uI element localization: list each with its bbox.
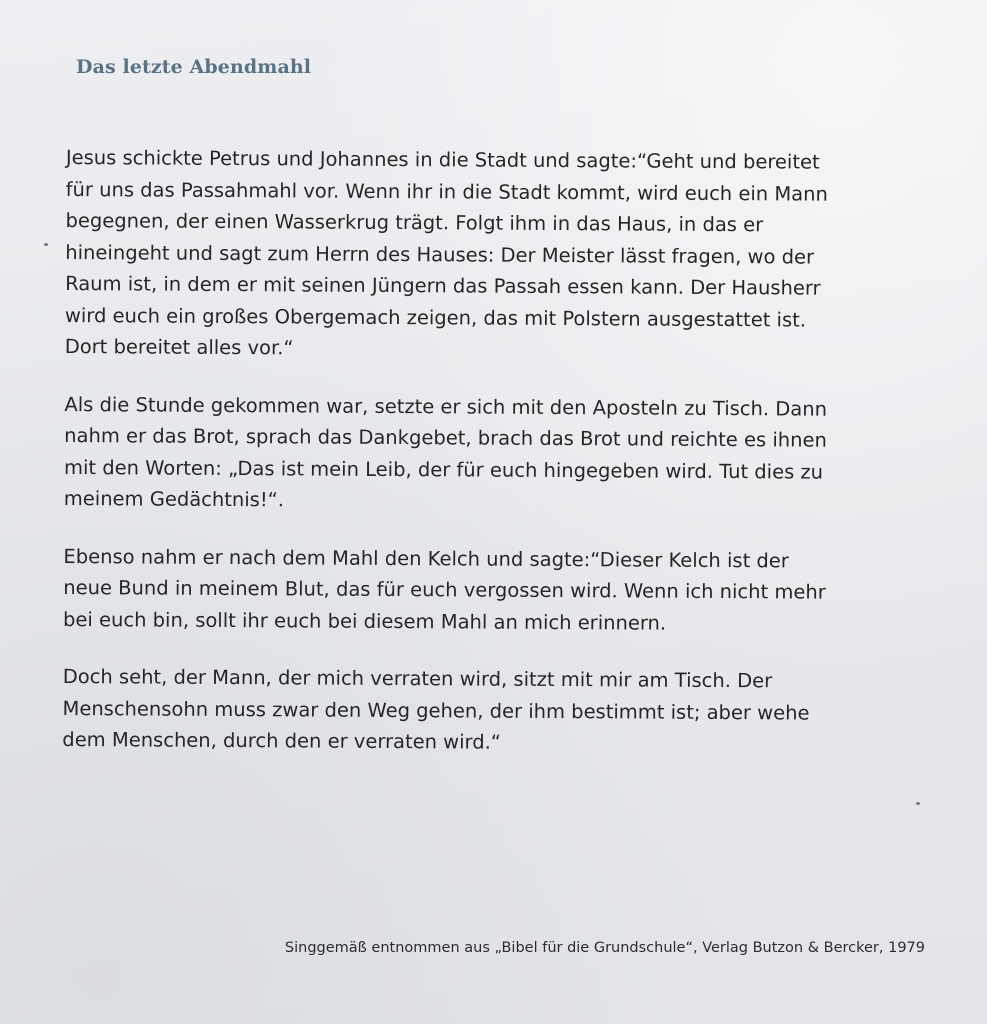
- text-line: Menschensohn muss zwar den Weg gehen, der ihm bestimmt ist; aber wehe: [62, 696, 810, 725]
- text-line: Raum ist, in dem er mit seinen Jüngern das Passah essen kann. Der Hausherr: [65, 271, 821, 300]
- text-line: Als die Stunde gekommen war, setzte er sich mit den Aposteln zu Tisch. Dann: [64, 392, 828, 421]
- paper-speck: [44, 243, 48, 246]
- text-line: nahm er das Brot, sprach das Dankgebet, brach das Brot und reichte es ihnen: [64, 423, 827, 452]
- text-line: neue Bund in meinem Blut, das für euch vergossen wird. Wenn ich nicht mehr: [63, 575, 826, 604]
- document-body: [62, 142, 926, 787]
- text-line: für uns das Passahmahl vor. Wenn ihr in die Stadt kommt, wird euch ein Mann: [65, 177, 828, 206]
- document-title: Das letzte Abendmahl: [76, 56, 312, 78]
- source-citation: Singgemäß entnommen aus „Bibel für die Grundschule“, Verlag Butzon & Bercker, 1979: [284, 940, 925, 956]
- paragraph-4: [62, 661, 923, 761]
- text-line: wird euch ein großes Obergemach zeigen, das mit Polstern ausgestattet ist.: [64, 303, 807, 332]
- paragraph-1: [65, 142, 926, 368]
- text-line: Dort bereitet alles vor.“: [64, 334, 294, 360]
- paper-speck: [916, 802, 920, 805]
- text-line: mit den Worten: „Das ist mein Leib, der für euch hingegeben wird. Tut dies zu: [63, 455, 824, 484]
- text-line: bei euch bin, sollt ihr euch bei diesem Mahl an mich erinnern.: [63, 607, 667, 635]
- text-line: Ebenso nahm er nach dem Mahl den Kelch und sagte:“Dieser Kelch ist der: [63, 544, 789, 572]
- paragraph-3: [63, 540, 924, 640]
- text-line: begegnen, der einen Wasserkrug trägt. Folgt ihm in das Haus, in das er: [65, 208, 764, 237]
- paragraph-2: [64, 388, 925, 519]
- text-line: meinem Gedächtnis!“.: [63, 486, 285, 512]
- text-line: Doch seht, der Mann, der mich verraten wird, sitzt mit mir am Tisch. Der: [62, 664, 773, 693]
- text-line: dem Menschen, durch den er verraten wird.“: [62, 727, 502, 754]
- text-line: Jesus schickte Petrus und Johannes in die Stadt und sagte:“Geht und bereitet: [65, 145, 820, 174]
- text-line: hineingeht und sagt zum Herrn des Hauses: Der Meister lässt fragen, wo der: [65, 240, 815, 269]
